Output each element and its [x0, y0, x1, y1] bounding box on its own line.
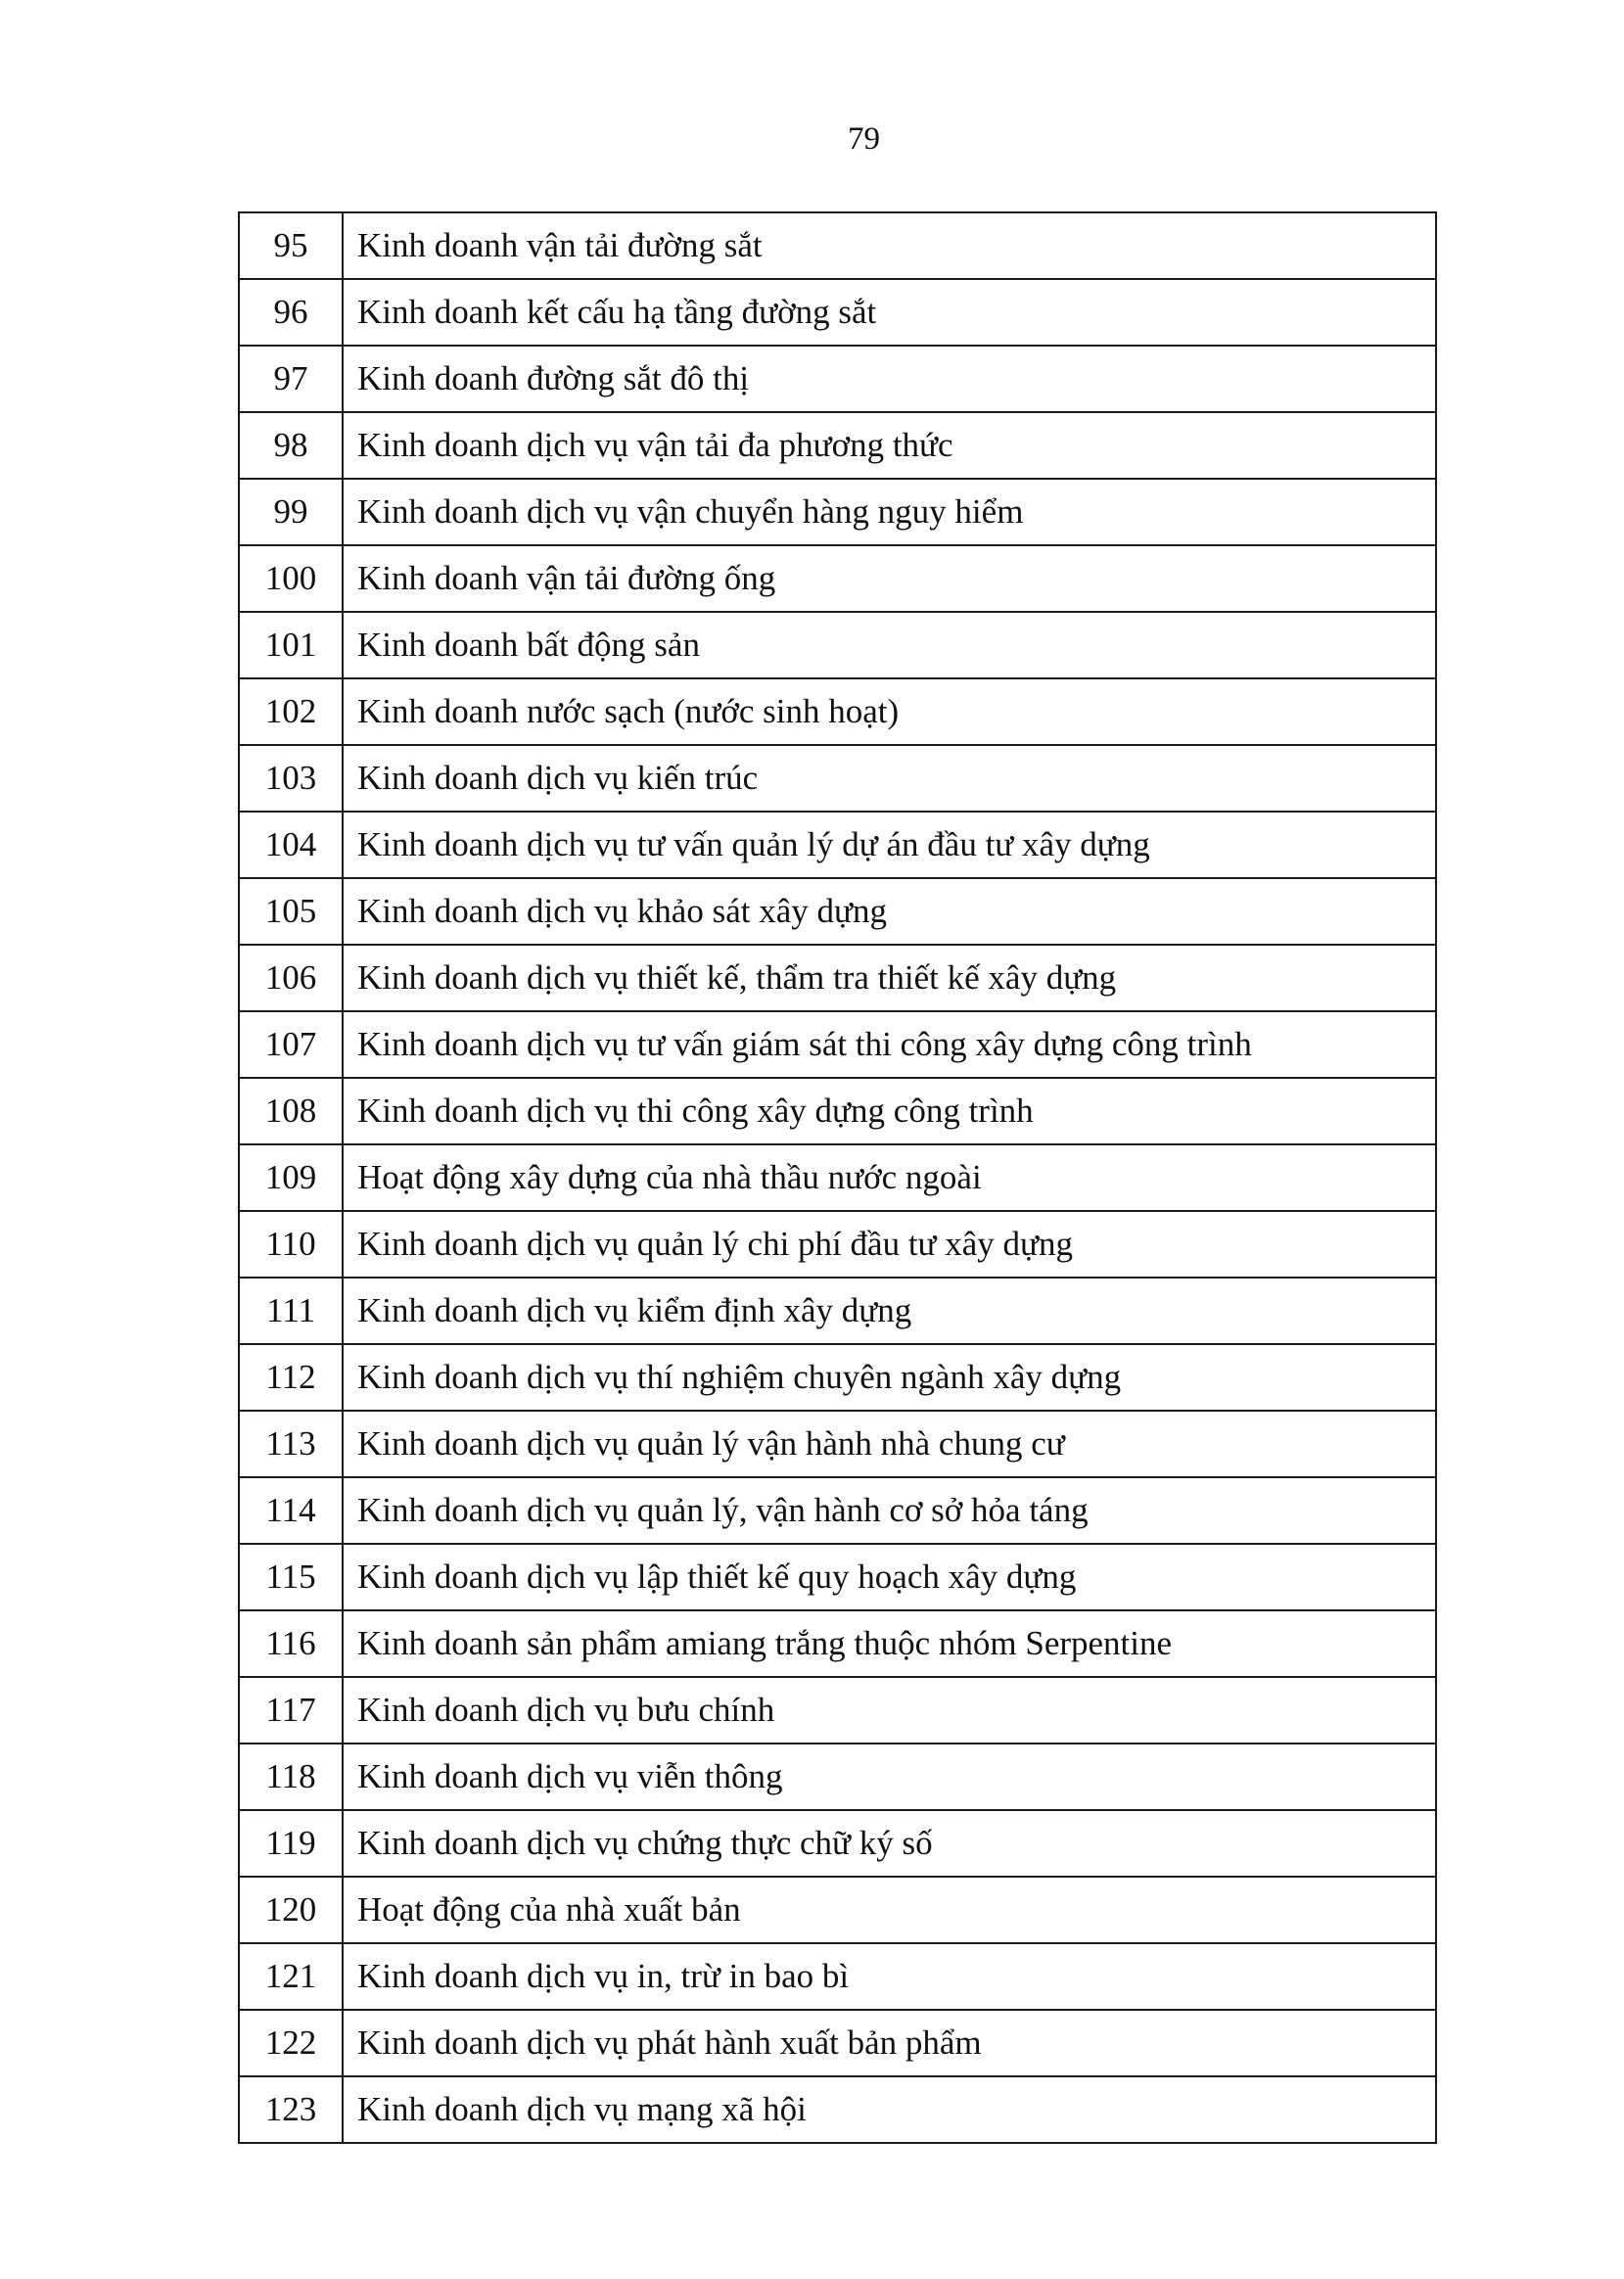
row-number: 100	[239, 545, 343, 612]
row-number: 106	[239, 945, 343, 1011]
row-number: 117	[239, 1677, 343, 1744]
business-line-name: Kinh doanh dịch vụ phát hành xuất bản phẩm	[343, 2010, 1436, 2076]
business-line-name: Kinh doanh dịch vụ in, trừ in bao bì	[343, 1943, 1436, 2010]
table-row	[239, 279, 1436, 346]
business-line-name: Kinh doanh dịch vụ mạng xã hội	[343, 2076, 1436, 2143]
row-number: 111	[239, 1278, 343, 1344]
business-line-name: Kinh doanh đường sắt đô thị	[343, 346, 1436, 412]
row-number: 104	[239, 812, 343, 878]
row-number: 107	[239, 1011, 343, 1078]
business-line-name: Kinh doanh dịch vụ quản lý chi phí đầu tư xây dựng	[343, 1211, 1436, 1278]
row-number: 109	[239, 1144, 343, 1211]
row-number: 99	[239, 479, 343, 545]
table-row	[239, 1744, 1436, 1810]
page-number: 79	[848, 121, 880, 157]
table-row	[239, 812, 1436, 878]
row-number: 118	[239, 1744, 343, 1810]
table-row	[239, 1943, 1436, 2010]
row-number: 112	[239, 1344, 343, 1411]
table-row	[239, 479, 1436, 545]
row-number: 97	[239, 346, 343, 412]
business-line-name: Kinh doanh dịch vụ chứng thực chữ ký số	[343, 1810, 1436, 1877]
business-line-name: Kinh doanh dịch vụ khảo sát xây dựng	[343, 878, 1436, 945]
table-row	[239, 745, 1436, 812]
business-line-name: Kinh doanh nước sạch (nước sinh hoạt)	[343, 678, 1436, 745]
table-row	[239, 2076, 1436, 2143]
table-row	[239, 1610, 1436, 1677]
table-row	[239, 1477, 1436, 1544]
table-row	[239, 1144, 1436, 1211]
business-line-name: Kinh doanh dịch vụ thi công xây dựng công trình	[343, 1078, 1436, 1144]
business-line-name: Kinh doanh dịch vụ tư vấn quản lý dự án đầu tư xây dựng	[343, 812, 1436, 878]
table-row	[239, 1078, 1436, 1144]
business-line-name: Kinh doanh dịch vụ kiến trúc	[343, 745, 1436, 812]
table-row	[239, 1211, 1436, 1278]
business-line-name: Kinh doanh vận tải đường sắt	[343, 212, 1436, 279]
row-number: 116	[239, 1610, 343, 1677]
business-line-name: Kinh doanh vận tải đường ống	[343, 545, 1436, 612]
table-row	[239, 412, 1436, 479]
business-line-name: Kinh doanh bất động sản	[343, 612, 1436, 678]
table-body	[239, 212, 1436, 2143]
row-number: 114	[239, 1477, 343, 1544]
table-row	[239, 1411, 1436, 1477]
table-row	[239, 612, 1436, 678]
business-line-name: Kinh doanh dịch vụ bưu chính	[343, 1677, 1436, 1744]
table-row	[239, 2010, 1436, 2076]
table-row	[239, 1677, 1436, 1744]
row-number: 122	[239, 2010, 343, 2076]
row-number: 108	[239, 1078, 343, 1144]
business-line-name: Kinh doanh dịch vụ vận chuyển hàng nguy hiểm	[343, 479, 1436, 545]
row-number: 120	[239, 1877, 343, 1943]
business-line-name: Kinh doanh dịch vụ thí nghiệm chuyên ngành xây dựng	[343, 1344, 1436, 1411]
table-row	[239, 1278, 1436, 1344]
business-line-name: Kinh doanh dịch vụ vận tải đa phương thức	[343, 412, 1436, 479]
row-number: 119	[239, 1810, 343, 1877]
table-row	[239, 878, 1436, 945]
table-row	[239, 1344, 1436, 1411]
row-number: 103	[239, 745, 343, 812]
table-row	[239, 945, 1436, 1011]
row-number: 110	[239, 1211, 343, 1278]
table-row	[239, 545, 1436, 612]
business-line-name: Kinh doanh dịch vụ lập thiết kế quy hoạch xây dựng	[343, 1544, 1436, 1610]
row-number: 98	[239, 412, 343, 479]
business-line-name: Hoạt động xây dựng của nhà thầu nước ngoài	[343, 1144, 1436, 1211]
row-number: 95	[239, 212, 343, 279]
business-line-name: Kinh doanh dịch vụ tư vấn giám sát thi công xây dựng công trình	[343, 1011, 1436, 1078]
business-line-name: Hoạt động của nhà xuất bản	[343, 1877, 1436, 1943]
business-line-name: Kinh doanh dịch vụ thiết kế, thẩm tra thiết kế xây dựng	[343, 945, 1436, 1011]
table-row	[239, 1011, 1436, 1078]
row-number: 113	[239, 1411, 343, 1477]
business-lines-table	[238, 211, 1437, 2144]
table-row	[239, 678, 1436, 745]
business-line-name: Kinh doanh dịch vụ kiểm định xây dựng	[343, 1278, 1436, 1344]
table-row	[239, 212, 1436, 279]
row-number: 121	[239, 1943, 343, 2010]
row-number: 102	[239, 678, 343, 745]
business-line-name: Kinh doanh dịch vụ quản lý vận hành nhà chung cư	[343, 1411, 1436, 1477]
row-number: 96	[239, 279, 343, 346]
row-number: 101	[239, 612, 343, 678]
row-number: 105	[239, 878, 343, 945]
table-row	[239, 1810, 1436, 1877]
business-line-name: Kinh doanh dịch vụ viễn thông	[343, 1744, 1436, 1810]
table-row	[239, 1544, 1436, 1610]
row-number: 115	[239, 1544, 343, 1610]
business-line-name: Kinh doanh kết cấu hạ tầng đường sắt	[343, 279, 1436, 346]
business-line-name: Kinh doanh sản phẩm amiang trắng thuộc nhóm Serpentine	[343, 1610, 1436, 1677]
table-row	[239, 1877, 1436, 1943]
row-number: 123	[239, 2076, 343, 2143]
table-row	[239, 346, 1436, 412]
business-line-name: Kinh doanh dịch vụ quản lý, vận hành cơ sở hỏa táng	[343, 1477, 1436, 1544]
